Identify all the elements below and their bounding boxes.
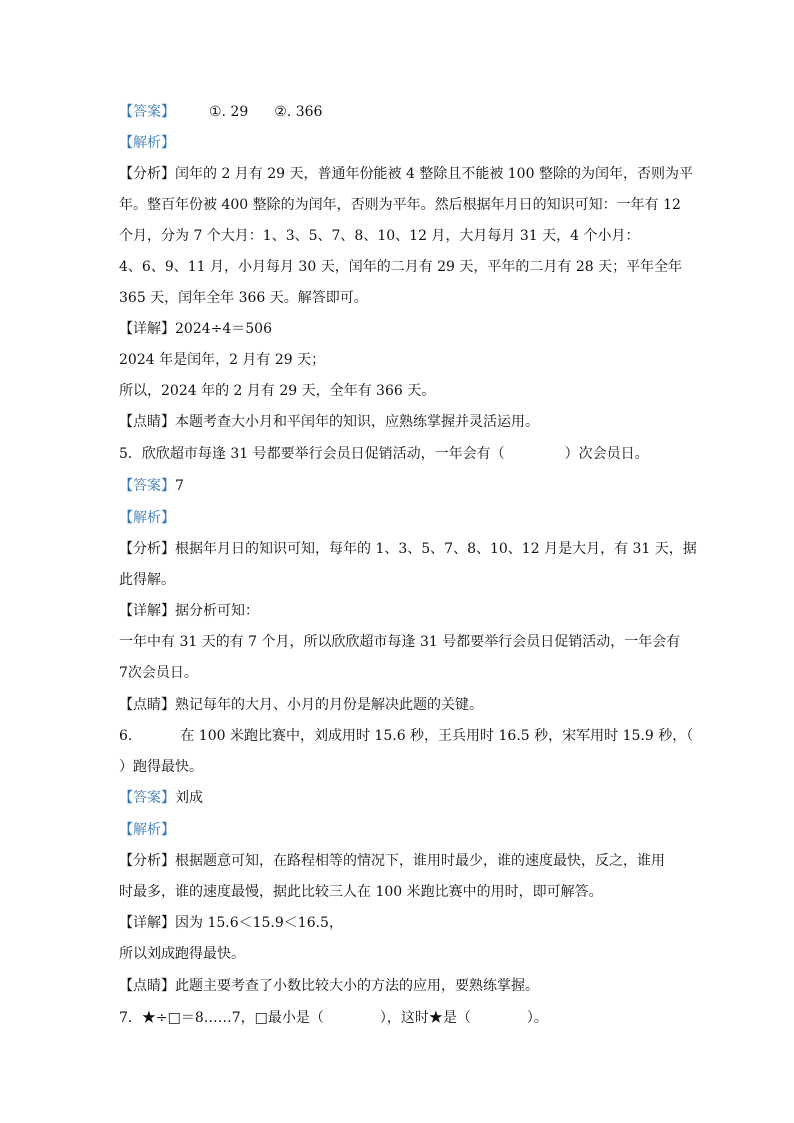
q6-xiangjie-line-2: 所以刘成跑得最快。 — [119, 946, 245, 962]
dianjing-tag: 【点睛】 — [119, 414, 175, 430]
question-text-end: ）次会员日。 — [564, 446, 649, 462]
question-text-mid: ），这时★是（ — [379, 1010, 471, 1026]
fenxi-tag: 【分析】 — [119, 541, 175, 557]
q4-xiangjie-line-2: 2024 年是闰年，2 月有 29 天； — [119, 352, 326, 368]
q6-answer-line — [119, 788, 679, 808]
answer-tag: 【答案】 — [119, 104, 175, 120]
q6-question-line-2: ）跑得最快。 — [119, 759, 203, 775]
q4-xiangjie-line-1 — [119, 319, 679, 339]
q5-fenxi-line-1 — [119, 539, 697, 559]
dianjing-text: 本题考查大小月和平闰年的知识，应熟练掌握并灵活运用。 — [175, 414, 539, 430]
q6-xiangjie-line-1 — [119, 913, 679, 933]
q7-question — [119, 1008, 679, 1028]
q6-fenxi-line-2: 时最多，谁的速度最慢，据此比较三人在 100 米跑比赛中的用时，即可解答。 — [119, 884, 603, 900]
question-text: 在 100 米跑比赛中，刘成用时 15.6 秒，王兵用时 16.5 秒，宋军用时 15.9 秒，（ — [180, 728, 694, 744]
q5-question — [119, 444, 679, 464]
q4-analysis-tag: 【解析】 — [119, 135, 175, 151]
fenxi-text: 根据题意可知，在路程相等的情况下，谁用时最少，谁的速度最快，反之，谁用 — [175, 853, 665, 869]
answer-tag: 【答案】 — [119, 790, 175, 806]
q4-fenxi-line-2: 年。整百年份被 400 整除的为闰年，否则为平年。然后根据年月日的知识可知：一年有 12 — [119, 197, 681, 213]
answer-value: 刘成 — [175, 790, 203, 806]
q5-answer-line — [119, 476, 679, 496]
q6-dianjing-line — [119, 976, 679, 996]
q4-fenxi-line-4: 4、6、9、11 月，小月每月 30 天，闰年的二月有 29 天，平年的二月有 28 天；平年全年 — [119, 259, 683, 275]
q6-question-line-1 — [119, 726, 694, 746]
q5-xiangjie-line-1 — [119, 601, 679, 621]
xiangjie-text: 2024÷4＝506 — [175, 321, 272, 337]
xiangjie-tag: 【详解】 — [119, 603, 175, 619]
q4-fenxi-line-1 — [119, 164, 693, 184]
q6-fenxi-line-1 — [119, 851, 679, 871]
question-text: 7．★÷□＝8……7，□最小是（ — [119, 1010, 324, 1026]
fenxi-text: 闰年的 2 月有 29 天，普通年份能被 4 整除且不能被 100 整除的为闰年，否则为平 — [175, 166, 693, 182]
q4-xiangjie-line-3: 所以，2024 年的 2 月有 29 天，全年有 366 天。 — [119, 383, 436, 399]
fenxi-tag: 【分析】 — [119, 853, 175, 869]
answer-value-1: ①. 29 — [209, 104, 249, 120]
fenxi-text: 根据年月日的知识可知，每年的 1、3、5、7、8、10、12 月是大月，有 31 天，据 — [175, 541, 697, 557]
q5-fenxi-line-2: 此得解。 — [119, 572, 175, 588]
fenxi-tag: 【分析】 — [119, 166, 175, 182]
q5-xiangjie-line-2: 一年中有 31 天的有 7 个月，所以欣欣超市每逢 31 号都要举行会员日促销活动，一年会有 — [119, 634, 681, 650]
xiangjie-tag: 【详解】 — [119, 915, 175, 931]
q4-fenxi-line-3: 个月，分为 7 个大月：1、3、5、7、8、10、12 月，大月每月 31 天，4 个小月： — [119, 228, 640, 244]
answer-value: 7 — [175, 478, 184, 494]
q5-dianjing-line — [119, 695, 679, 715]
q5-xiangjie-line-3: 7次会员日。 — [119, 665, 198, 681]
question-text: 5．欣欣超市每逢 31 号都要举行会员日促销活动，一年会有（ — [119, 446, 505, 462]
xiangjie-text: 因为 15.6＜15.9＜16.5， — [175, 915, 343, 931]
answer-tag: 【答案】 — [119, 478, 175, 494]
q4-answer-line — [119, 102, 679, 122]
xiangjie-tag: 【详解】 — [119, 321, 175, 337]
q5-analysis-tag: 【解析】 — [119, 510, 175, 526]
dianjing-text: 熟记每年的大月、小月的月份是解决此题的关键。 — [175, 697, 483, 713]
q4-dianjing-line — [119, 412, 679, 432]
dianjing-tag: 【点睛】 — [119, 697, 175, 713]
q6-analysis-tag: 【解析】 — [119, 822, 175, 838]
xiangjie-text: 据分析可知： — [175, 603, 259, 619]
question-text-end: ）。 — [526, 1010, 548, 1026]
dianjing-text: 此题主要考查了小数比较大小的方法的应用，要熟练掌握。 — [175, 978, 539, 994]
question-number: 6. — [119, 728, 133, 744]
dianjing-tag: 【点睛】 — [119, 978, 175, 994]
q4-fenxi-line-5: 365 天，闰年全年 366 天。解答即可。 — [119, 290, 368, 306]
answer-value-2: ②. 366 — [274, 104, 323, 120]
